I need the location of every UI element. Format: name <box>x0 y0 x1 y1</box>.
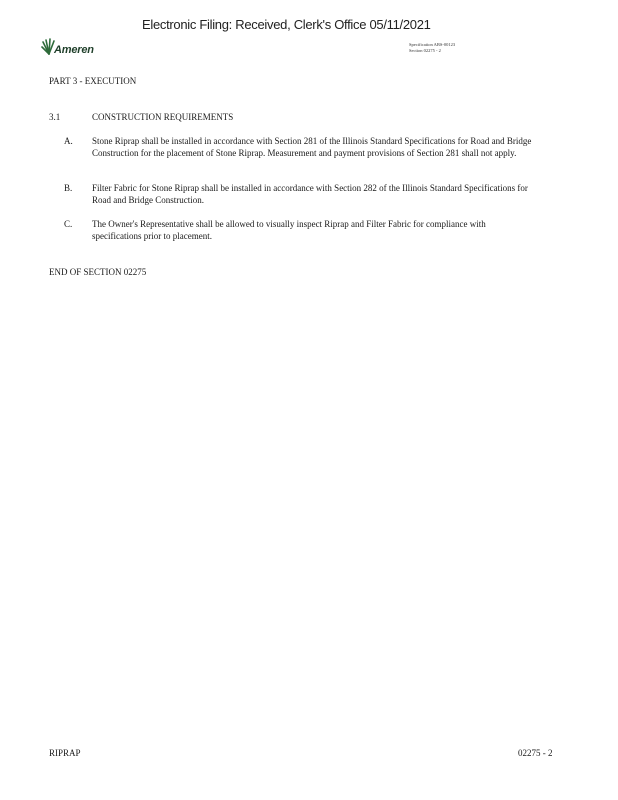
item-text-c: The Owner's Representative shall be allowed to visually inspect Riprap and Filter Fabric for compliance with specifications prior to placement. <box>92 219 486 241</box>
spec-reference-line-1: Specification ABS-00123 <box>409 42 456 47</box>
ameren-logo <box>41 38 111 60</box>
filing-stamp: Electronic Filing: Received, Clerk's Office 05/11/2021 <box>142 17 431 32</box>
item-text-a: Stone Riprap shall be installed in accordance with Section 281 of the Illinois Standard Specifications for Road and Bridge Construction for the placement of Stone Riprap. Measurement and payment provisions of Section 281 shall not apply. <box>92 136 532 158</box>
spec-reference <box>409 42 455 54</box>
footer-title: RIPRAP <box>49 748 81 758</box>
end-of-section: END OF SECTION 02275 <box>49 267 147 277</box>
footer-page-number: 02275 - 2 <box>518 748 553 758</box>
part-title: PART 3 - EXECUTION <box>49 76 137 86</box>
item-text-b: Filter Fabric for Stone Riprap shall be installed in accordance with Section 282 of the Illinois Standard Specifications for Road and Bridge Construction. <box>92 183 528 205</box>
item-letter-a: A. <box>64 136 73 146</box>
section-title: CONSTRUCTION REQUIREMENTS <box>92 112 234 122</box>
logo-wordmark: Ameren <box>54 44 94 56</box>
spec-reference-line-2: Section 02275 - 2 <box>409 48 441 53</box>
item-letter-c: C. <box>64 219 73 229</box>
section-number: 3.1 <box>49 112 61 122</box>
item-letter-b: B. <box>64 183 73 193</box>
